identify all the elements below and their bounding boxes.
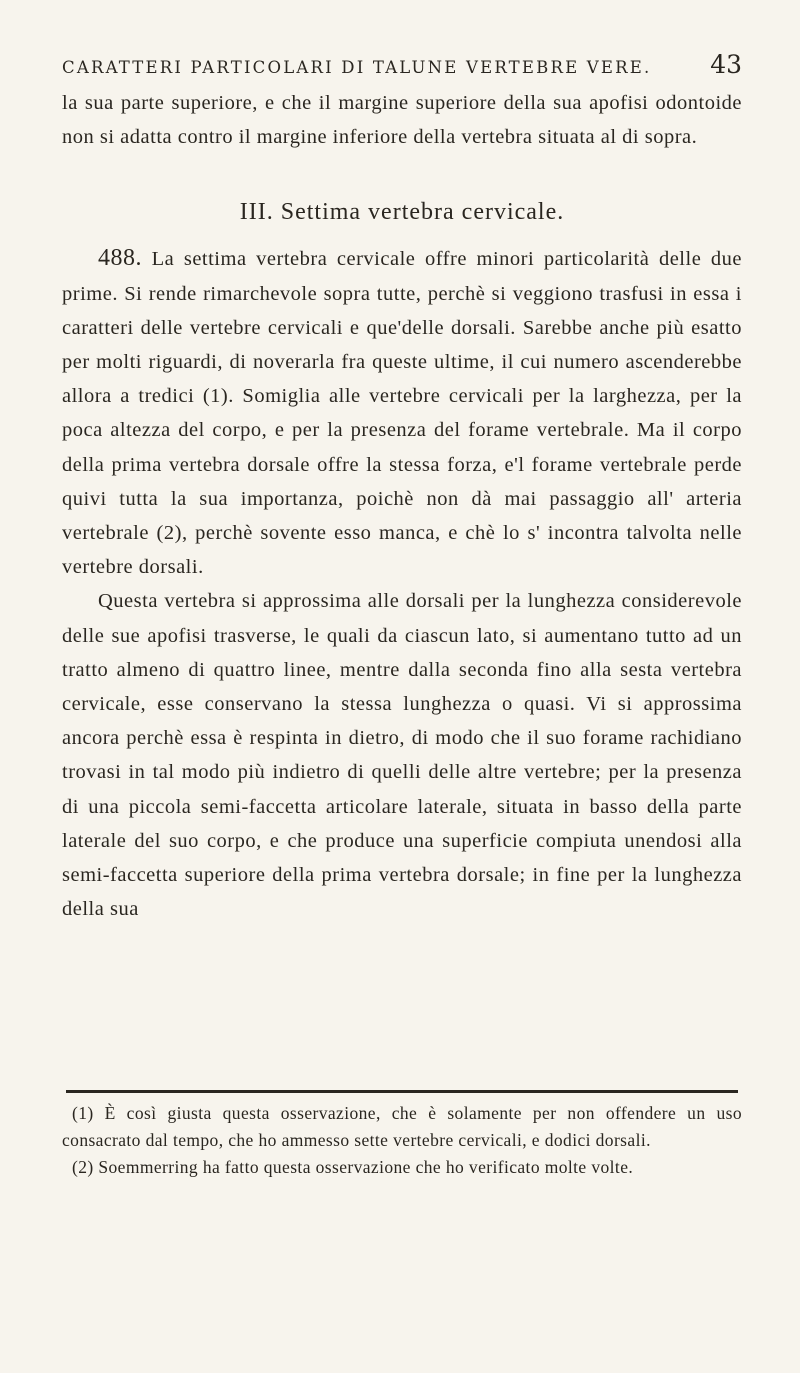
running-head [62,50,742,86]
page-number: 43 [710,50,742,79]
section-heading: III. Settima vertebra cervicale. [239,199,565,226]
paragraph-second: Questa vertebra si approssima alle dorsali per la lunghezza considerevole delle sue apofisi trasverse, le quali da ciascun lato, si aumentano tutto ad un tratto almeno di quattro linee, mentre dalla seconda fino alla sesta vertebra cervicale, esse conservano la stessa lunghezza o quasi. Vi si approssima ancora perchè essa è respinta in dietro, di modo che il suo forame rachidiano trovasi in tal modo più indietro di quelli delle altre vertebre; per la presenza di una piccola semi-faccetta articolare laterale, situata in basso della parte laterale del suo corpo, e che produce una superficie compiuta unendosi alla semi-faccetta superiore della prima vertebra dorsale; in fine per la lunghezza della sua [62,590,742,921]
running-title: CARATTERI PARTICOLARI DI TALUNE VERTEBRE VERE. [62,58,652,77]
continued-paragraph: la sua parte superiore, e che il margine superiore della sua apofisi odontoide non si adatta contro il margine inferiore della vertebra situata al di sopra. [62,92,742,149]
paragraph-488-text: La settima vertebra cervicale offre minori particolarità delle due prime. Si rende rimarchevole sopra tutte, perchè si veggiono trasfusi in essa i caratteri delle vertebre cervicali e que'delle dorsali. Sarebbe anche più esatto per molti riguardi, di noverarla fra queste ultime, il cui numero ascenderebbe allora a tredici (1). Somiglia alle vertebre cervicali per la larghezza, per la poca altezza del corpo, e per la presenza del forame vertebrale. Ma il corpo della prima vertebra dorsale offre la stessa forza, e'l forame vertebrale perde quivi tutta la sua importanza, poichè non dà mai passaggio all' arteria vertebrale (2), perchè sovente esso manca, e chè lo s' incontra talvolta nelle vertebre dorsali. [62,248,742,579]
footnote-rule [66,1090,738,1093]
footnote-1: (1) È così giusta questa osservazione, che è solamente per non offendere un uso consacrato dal tempo, che ho ammesso sette vertebre cervicali, e dodici dorsali. [62,1103,742,1151]
paragraph-number: 488. [98,245,142,272]
footnotes [62,1100,742,1182]
paragraph-488 [62,241,742,584]
main-text [62,86,742,926]
footnote-2: (2) Soemmerring ha fatto questa osservazione che ho verificato molte volte. [72,1157,634,1178]
